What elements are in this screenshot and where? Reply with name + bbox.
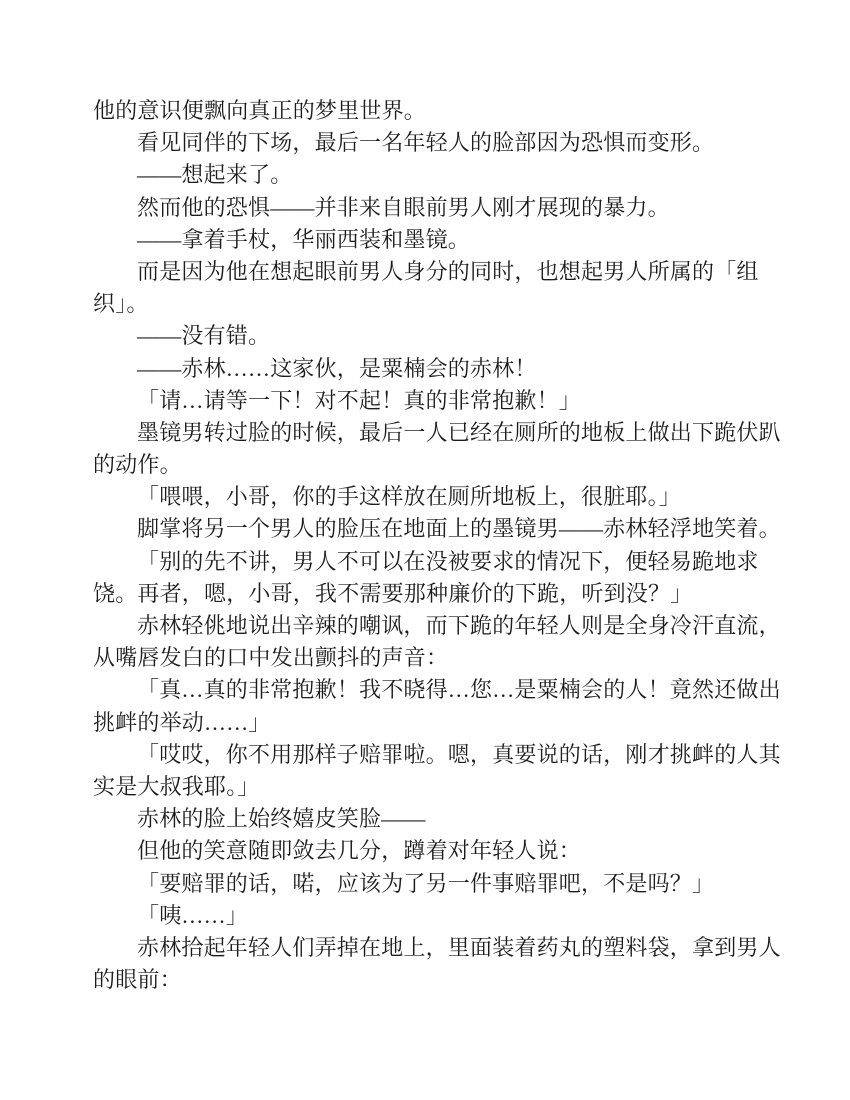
- text-line: 赤林的脸上始终嬉皮笑脸——: [137, 806, 426, 832]
- text-line: 而是因为他在想起眼前男人身分的同时，也想起男人所属的「组: [137, 258, 759, 284]
- text-line: 赤林拾起年轻人们弄掉在地上，里面装着药丸的塑料袋，拿到男人: [137, 934, 781, 960]
- text-line: 「请…请等一下！对不起！真的非常抱歉！」: [137, 387, 582, 413]
- text-line: ——想起来了。: [137, 162, 293, 188]
- text-line: 「别的先不讲，男人不可以在没被要求的情况下，便轻易跪地求: [137, 548, 759, 574]
- text-line: 脚掌将另一个男人的脸压在地面上的墨镜男——赤林轻浮地笑着。: [137, 516, 781, 542]
- text-line: 「哎哎，你不用那样子赔罪啦。嗯，真要说的话，刚才挑衅的人其: [137, 741, 781, 767]
- text-line: ——拿着手杖，华丽西装和墨镜。: [137, 226, 471, 252]
- text-line: 看见同伴的下场，最后一名年轻人的脸部因为恐惧而变形。: [137, 130, 715, 156]
- text-line: 「要赔罪的话，喏，应该为了另一件事赔罪吧，不是吗？」: [137, 870, 715, 896]
- text-line: 但他的笑意随即敛去几分，蹲着对年轻人说：: [137, 838, 582, 864]
- text-line: 实是大叔我耶。」: [93, 773, 260, 799]
- text-line: 挑衅的举动……」: [93, 709, 271, 735]
- text-line: 赤林轻佻地说出辛辣的嘲讽，而下跪的年轻人则是全身冷汗直流，: [137, 613, 781, 638]
- text-line: 「咦……」: [137, 902, 249, 928]
- text-line: 的动作。: [93, 452, 182, 478]
- text-line: 然而他的恐惧——并非来自眼前男人刚才展现的暴力。: [137, 194, 670, 220]
- text-line: 织」。: [93, 291, 149, 317]
- text-line: 的眼前：: [93, 967, 182, 993]
- text-line: ——没有错。: [137, 323, 271, 349]
- text-line: 他的意识便飘向真正的梦里世界。: [93, 98, 427, 123]
- text-line: 墨镜男转过脸的时候，最后一人已经在厕所的地板上做出下跪伏趴: [137, 419, 781, 445]
- text-line: ——赤林……这家伙，是粟楠会的赤林！: [137, 355, 537, 381]
- text-line: 饶。再者，嗯，小哥，我不需要那种廉价的下跪，听到没？」: [93, 580, 693, 606]
- body-text: [93, 95, 781, 996]
- text-line: 「真…真的非常抱歉！我不晓得…您…是粟楠会的人！竟然还做出: [137, 677, 781, 703]
- text-line: 从嘴唇发白的口中发出颤抖的声音：: [93, 645, 449, 671]
- text-line: 「喂喂，小哥，你的手这样放在厕所地板上，很脏耶。」: [137, 484, 682, 510]
